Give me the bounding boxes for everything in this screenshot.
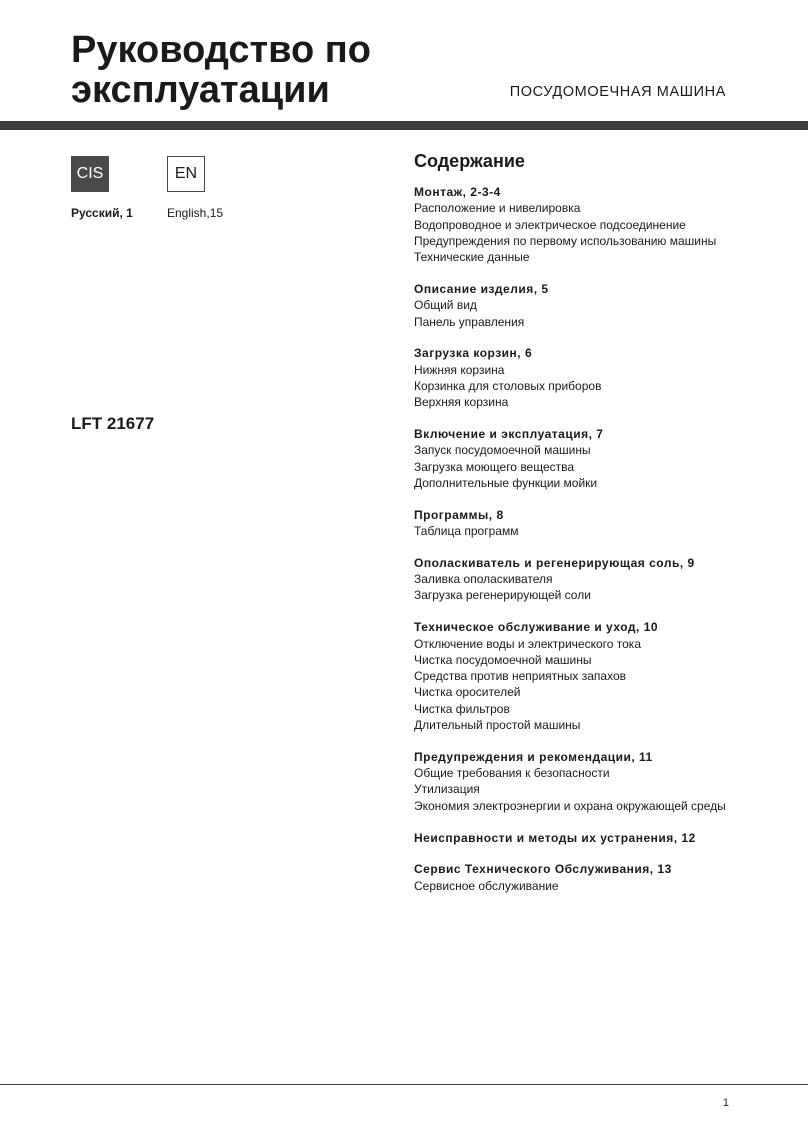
toc-item: Загрузка регенерирующей соли: [414, 588, 591, 603]
toc-item: Средства против неприятных запахов: [414, 669, 627, 684]
toc-section: [414, 749, 794, 814]
toc-section-title: Программы, 8: [414, 507, 504, 522]
toc-item: Чистка посудомоечной машины: [414, 652, 592, 667]
toc-item: Нижняя корзина: [414, 362, 505, 377]
toc-section: [414, 426, 794, 491]
product-type: ПОСУДОМОЕЧНАЯ МАШИНА: [509, 84, 726, 100]
toc-section-title: Описание изделия, 5: [414, 281, 549, 296]
toc-item: Чистка оросителей: [414, 685, 521, 700]
toc-section: [414, 281, 794, 330]
document-title: [71, 30, 371, 110]
page-number: 1: [722, 1097, 729, 1109]
toc-section-title: Неисправности и методы их устранения, 12: [414, 830, 696, 845]
toc-section: [414, 184, 794, 265]
toc-section-title: Сервис Технического Обслуживания, 13: [414, 862, 672, 877]
toc-section-title: Предупреждения и рекомендации, 11: [414, 749, 653, 764]
toc-item: Расположение и нивелировка: [414, 201, 581, 216]
document-title-line-2: эксплуатации: [71, 69, 330, 111]
toc-item: Таблица программ: [414, 524, 519, 539]
header-divider: [0, 121, 808, 130]
toc-item: Утилизация: [414, 782, 480, 797]
toc-section-title: Загрузка корзин, 6: [414, 346, 533, 361]
toc-item: Отключение воды и электрического тока: [414, 636, 641, 651]
toc-item: Панель управления: [414, 314, 525, 329]
toc-item: Сервисное обслуживание: [414, 878, 559, 893]
toc-sections: [414, 184, 794, 894]
language-badge-cis: CIS: [71, 156, 109, 192]
toc-item: Водопроводное и электрическое подсоединение: [414, 217, 686, 232]
toc-item: Экономия электроэнергии и охрана окружающей среды: [414, 798, 726, 813]
toc-section-title: Включение и эксплуатация, 7: [414, 427, 604, 442]
toc-item: Корзинка для столовых приборов: [414, 378, 602, 393]
toc-item: Запуск посудомоечной машины: [414, 443, 591, 458]
toc-section: [414, 830, 794, 846]
toc-item: Технические данные: [414, 250, 530, 265]
toc-item: Верхняя корзина: [414, 395, 509, 410]
toc-item: Дополнительные функции мойки: [414, 475, 598, 490]
toc-item: Чистка фильтров: [414, 701, 510, 716]
toc-item: Общие требования к безопасности: [414, 766, 610, 781]
toc-heading: Содержание: [414, 151, 525, 171]
toc-item: Заливка ополаскивателя: [414, 572, 553, 587]
footer-divider: [0, 1084, 808, 1085]
toc-section-title: Ополаскиватель и регенерирующая соль, 9: [414, 555, 695, 570]
toc-section-title: Монтаж, 2-3-4: [414, 185, 501, 199]
language-badge-en: EN: [167, 156, 205, 192]
table-of-contents: [414, 150, 794, 909]
toc-item: Длительный простой машины: [414, 718, 581, 733]
toc-item: Загрузка моющего вещества: [414, 459, 575, 474]
toc-section: [414, 507, 794, 540]
language-label-russian: Русский, 1: [71, 206, 133, 220]
toc-section-title: Техническое обслуживание и уход, 10: [414, 620, 659, 635]
toc-item: Общий вид: [414, 298, 477, 313]
model-number: LFT 21677: [71, 414, 155, 433]
toc-section: [414, 861, 794, 894]
toc-section: [414, 345, 794, 410]
toc-section: [414, 619, 794, 733]
toc-section: [414, 555, 794, 604]
document-title-line-1: Руководство по: [71, 29, 371, 71]
language-label-english: English,15: [167, 206, 224, 220]
toc-item: Предупреждения по первому использованию машины: [414, 233, 717, 248]
